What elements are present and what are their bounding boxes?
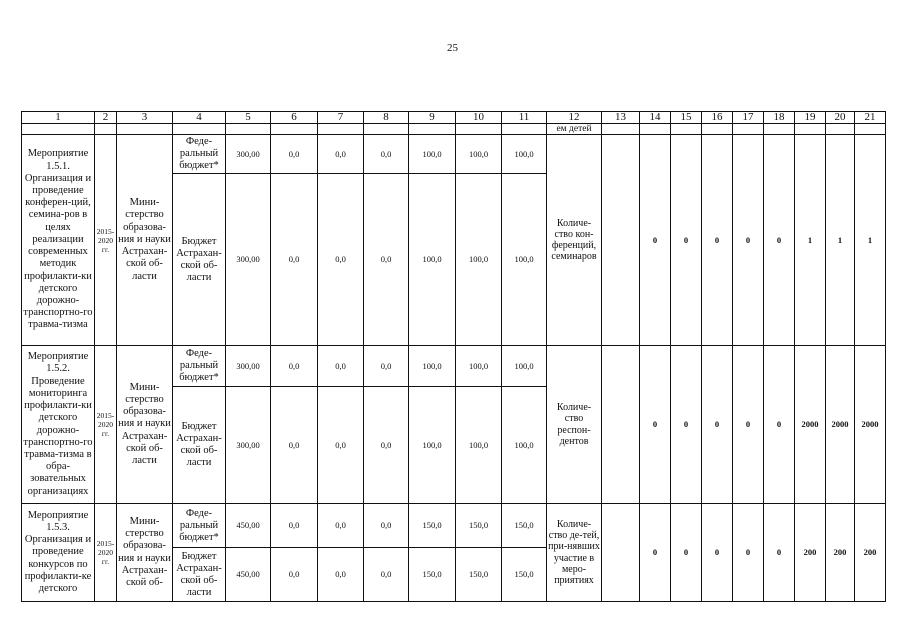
target-value: 0 [702,504,733,602]
funding-value: 0,0 [271,135,318,174]
funding-value: 0,0 [318,135,364,174]
target-value [602,135,640,346]
indicator-name: Количе-ство де-тей, при-нявших участие в меро-приятиях [547,504,602,602]
measure-row [22,135,886,174]
funding-value: 450,00 [226,504,271,548]
target-value: 0 [671,504,702,602]
funding-value: 300,00 [226,346,271,387]
col-number: 13 [602,112,640,124]
measure-period: 2015-2020 гг. [95,346,117,504]
measure-name: Мероприятие 1.5.3. Организация и проведение конкурсов по профилакти-ке детского [22,504,95,602]
funding-value: 100,0 [456,174,502,346]
funding-source: Бюджет Астрахан-ской об-ласти [173,387,226,504]
target-value: 2000 [795,346,826,504]
funding-value: 100,0 [409,346,456,387]
target-value: 0 [671,135,702,346]
funding-value: 100,0 [502,135,547,174]
funding-value: 0,0 [271,548,318,602]
funding-value: 100,0 [456,346,502,387]
col-number: 12 [547,112,602,124]
funding-value: 0,0 [271,504,318,548]
target-value: 1 [826,135,855,346]
measure-executor: Мини-стерство образова-ния и науки Астрахан-ской об-ласти [117,346,173,504]
continued-indicator-text: ем детей [547,124,602,135]
funding-value: 100,0 [409,387,456,504]
target-value: 0 [702,346,733,504]
funding-value: 0,0 [318,174,364,346]
col-number: 10 [456,112,502,124]
target-value: 0 [640,135,671,346]
program-measures-table [21,111,886,602]
target-value: 0 [640,504,671,602]
funding-value: 0,0 [318,387,364,504]
col-number: 3 [117,112,173,124]
funding-value: 0,0 [318,346,364,387]
measure-period: 2015-2020 гг. [95,135,117,346]
col-number: 18 [764,112,795,124]
measure-period: 2015-2020 гг. [95,504,117,602]
funding-value: 150,0 [409,504,456,548]
measure-name: Мероприятие 1.5.1. Организация и проведение конферен-ций, семина-ров в целях реализации современных методик профилакти-ки детского дорожно-транспортно-го травма-тизма [22,135,95,346]
col-number: 4 [173,112,226,124]
target-value: 0 [764,135,795,346]
target-value: 1 [855,135,886,346]
target-value: 200 [795,504,826,602]
col-number: 20 [826,112,855,124]
target-value [602,504,640,602]
col-number: 17 [733,112,764,124]
funding-value: 0,0 [364,135,409,174]
measure-executor: Мини-стерство образова-ния и науки Астрахан-ской об-ласти [117,135,173,346]
measure-executor: Мини-стерство образова-ния и науки Астрахан-ской об- [117,504,173,602]
funding-source: Феде-ральный бюджет* [173,504,226,548]
target-value [602,346,640,504]
funding-value: 100,0 [502,174,547,346]
measure-name: Мероприятие 1.5.2. Проведение мониторинга профилакти-ки детского дорожно-транспортно-го травма-тизма в обра-зовательных организациях [22,346,95,504]
funding-value: 300,00 [226,387,271,504]
col-number: 7 [318,112,364,124]
continuation-row [22,124,886,135]
target-value: 0 [733,346,764,504]
funding-value: 450,00 [226,548,271,602]
funding-value: 100,0 [409,174,456,346]
col-number: 6 [271,112,318,124]
funding-value: 100,0 [456,135,502,174]
measure-row [22,346,886,387]
funding-value: 300,00 [226,135,271,174]
page-number: 25 [447,42,458,54]
indicator-name: Количе-ство кон-ференций, семинаров [547,135,602,346]
funding-value: 150,0 [502,504,547,548]
funding-value: 0,0 [271,346,318,387]
col-number: 9 [409,112,456,124]
funding-value: 150,0 [456,548,502,602]
col-number: 11 [502,112,547,124]
funding-value: 0,0 [271,387,318,504]
funding-value: 0,0 [364,504,409,548]
col-number: 2 [95,112,117,124]
target-value: 0 [671,346,702,504]
indicator-name: Количе-ство респон-дентов [547,346,602,504]
funding-value: 100,0 [502,346,547,387]
funding-value: 150,0 [409,548,456,602]
target-value: 0 [702,135,733,346]
col-number: 1 [22,112,95,124]
funding-value: 0,0 [318,548,364,602]
funding-value: 100,0 [502,387,547,504]
target-value: 200 [855,504,886,602]
col-number: 21 [855,112,886,124]
funding-value: 0,0 [318,504,364,548]
col-number: 19 [795,112,826,124]
funding-value: 300,00 [226,174,271,346]
column-number-row [22,112,886,124]
funding-value: 0,0 [364,346,409,387]
target-value: 0 [733,135,764,346]
funding-value: 150,0 [502,548,547,602]
funding-value: 100,0 [409,135,456,174]
col-number: 5 [226,112,271,124]
funding-source: Бюджет Астрахан-ской об-ласти [173,548,226,602]
target-value: 2000 [855,346,886,504]
measures-body [22,135,886,602]
col-number: 8 [364,112,409,124]
funding-value: 0,0 [364,174,409,346]
target-value: 1 [795,135,826,346]
target-value: 0 [764,504,795,602]
col-number: 16 [702,112,733,124]
funding-value: 150,0 [456,504,502,548]
funding-source: Феде-ральный бюджет* [173,346,226,387]
funding-value: 100,0 [456,387,502,504]
target-value: 0 [733,504,764,602]
funding-value: 0,0 [364,548,409,602]
measure-row [22,504,886,548]
target-value: 2000 [826,346,855,504]
funding-source: Бюджет Астрахан-ской об-ласти [173,174,226,346]
target-value: 0 [764,346,795,504]
funding-value: 0,0 [364,387,409,504]
col-number: 15 [671,112,702,124]
col-number: 14 [640,112,671,124]
funding-source: Феде-ральный бюджет* [173,135,226,174]
target-value: 0 [640,346,671,504]
funding-value: 0,0 [271,174,318,346]
target-value: 200 [826,504,855,602]
